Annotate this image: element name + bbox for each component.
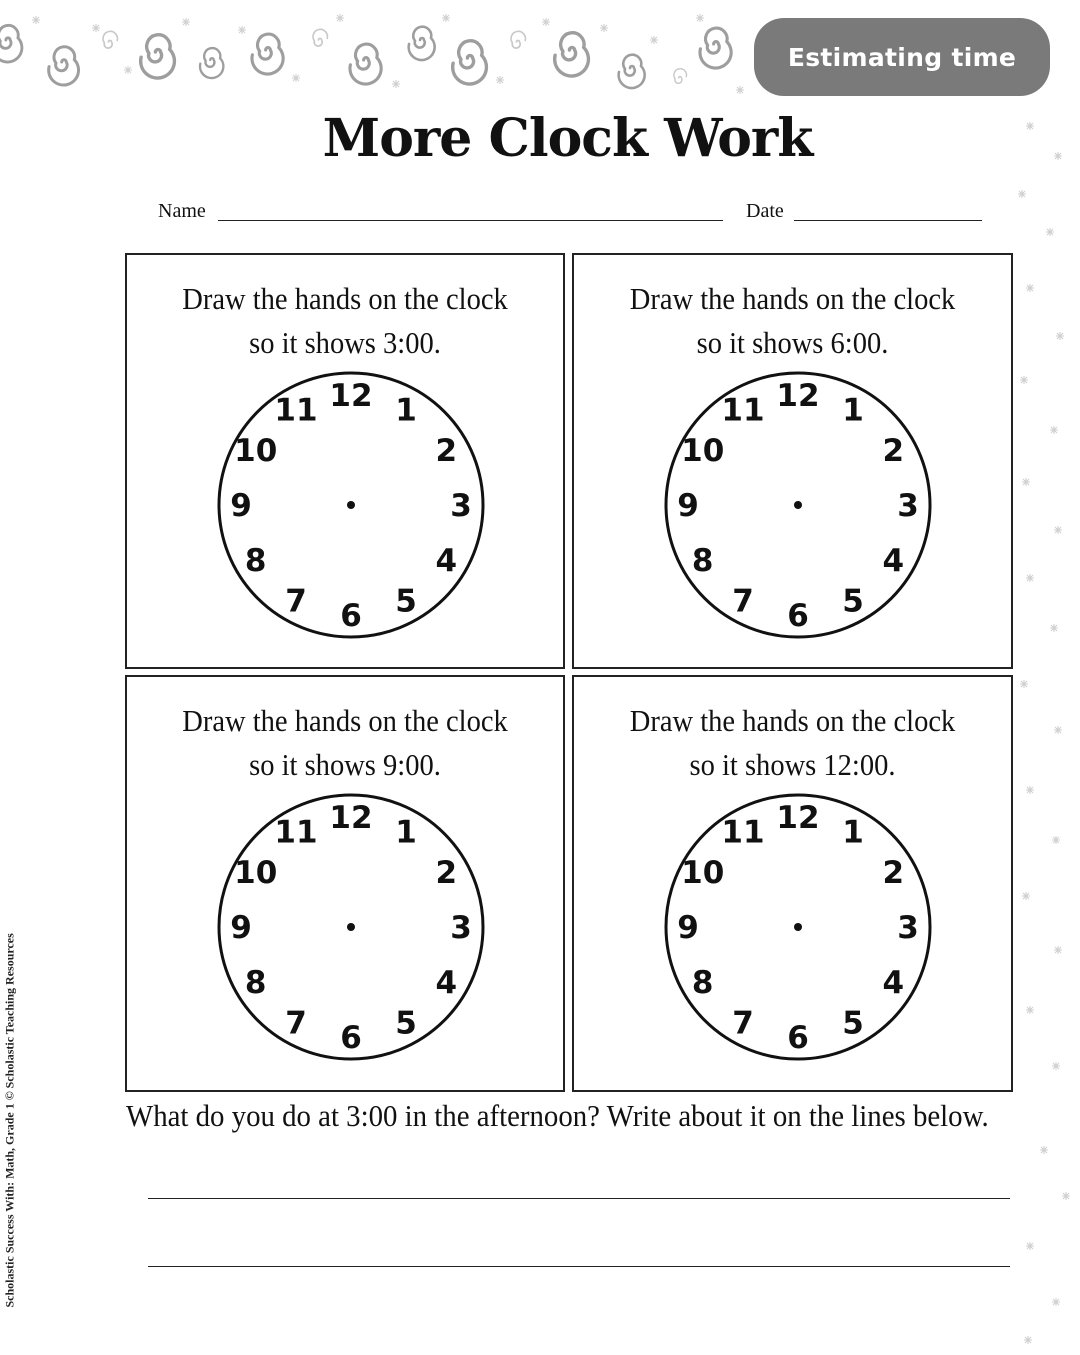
clock-numeral: 9 — [230, 488, 252, 524]
clock-numeral: 2 — [435, 855, 458, 891]
clock-numeral: 3 — [897, 910, 919, 946]
clock-numeral: 12 — [329, 378, 373, 414]
panel-instruction — [591, 277, 993, 365]
clock-panel — [572, 675, 1013, 1092]
clock-numeral: 7 — [732, 1005, 754, 1042]
date-label: Date — [746, 200, 784, 222]
name-field[interactable] — [218, 220, 723, 221]
clock-numeral: 6 — [340, 598, 362, 634]
clock-numeral: 5 — [395, 583, 417, 620]
clock-numeral: 6 — [787, 1020, 809, 1056]
clock-numeral: 1 — [842, 392, 864, 429]
clock-numeral: 7 — [285, 1005, 307, 1042]
instruction-line: Draw the hands on the clock — [182, 703, 508, 738]
answer-line[interactable] — [148, 1266, 1010, 1267]
blank-clock-face[interactable] — [215, 791, 491, 1067]
clock-numeral: 9 — [230, 910, 252, 946]
instruction-line: so it shows 9:00. — [249, 747, 441, 782]
clock-numeral: 4 — [882, 543, 905, 579]
clock-numeral: 11 — [274, 392, 318, 429]
clock-numeral: 2 — [882, 855, 905, 891]
clock-numeral: 8 — [691, 965, 714, 1001]
copyright-credit: Scholastic Success With: Math, Grade 1 © Scholastic Teaching Resources — [2, 933, 17, 1308]
clock-numeral: 3 — [897, 488, 919, 524]
clock-numeral: 12 — [329, 800, 373, 836]
clock-numeral: 10 — [681, 855, 725, 891]
instruction-line: Draw the hands on the clock — [629, 703, 956, 738]
writing-prompt: What do you do at 3:00 in the afternoon? Write about it on the lines below. — [126, 1098, 989, 1133]
instruction-line: so it shows 6:00. — [696, 325, 889, 360]
clock-numeral: 10 — [681, 433, 725, 469]
clock-numeral: 8 — [691, 543, 714, 579]
topic-tab-label: Estimating time — [787, 42, 1017, 72]
clock-numeral: 12 — [776, 378, 820, 414]
clock-numeral: 12 — [776, 800, 820, 836]
instruction-line: Draw the hands on the clock — [629, 281, 956, 316]
clock-numeral: 2 — [882, 433, 905, 469]
name-label: Name — [158, 200, 206, 222]
clock-numeral: 4 — [435, 965, 458, 1001]
clock-numeral: 5 — [395, 1005, 417, 1042]
clock-numeral: 6 — [340, 1020, 362, 1056]
instruction-line: so it shows 12:00. — [689, 747, 896, 782]
swirl-row — [0, 25, 731, 88]
panel-instruction — [144, 699, 545, 787]
clock-center-dot — [794, 923, 802, 931]
clock-numeral: 3 — [450, 488, 472, 524]
blank-clock-face[interactable] — [662, 369, 938, 645]
clock-numeral: 1 — [395, 814, 417, 851]
clock-numeral: 9 — [677, 910, 699, 946]
page-title: More Clock Work — [322, 108, 813, 169]
clock-center-dot — [794, 501, 802, 509]
clock-numeral: 5 — [842, 1005, 864, 1042]
date-field[interactable] — [794, 220, 982, 221]
clock-numeral: 8 — [244, 543, 267, 579]
panel-instruction — [144, 277, 545, 365]
clock-numeral: 11 — [721, 392, 765, 429]
instruction-line: so it shows 3:00. — [249, 325, 441, 360]
clock-numeral: 10 — [234, 855, 278, 891]
answer-line[interactable] — [148, 1198, 1010, 1199]
clock-numeral: 7 — [732, 583, 754, 620]
blank-clock-face[interactable] — [215, 369, 491, 645]
clock-numeral: 7 — [285, 583, 307, 620]
clock-panel — [125, 675, 565, 1092]
blank-clock-face[interactable] — [662, 791, 938, 1067]
clock-center-dot — [347, 923, 355, 931]
topic-tab — [754, 18, 1050, 96]
panel-instruction — [591, 699, 993, 787]
clock-numeral: 4 — [435, 543, 458, 579]
clock-numeral: 2 — [435, 433, 458, 469]
clock-numeral: 5 — [842, 583, 864, 620]
clock-numeral: 1 — [842, 814, 864, 851]
instruction-line: Draw the hands on the clock — [182, 281, 508, 316]
clock-center-dot — [347, 501, 355, 509]
clock-numeral: 11 — [721, 814, 765, 851]
clock-numeral: 10 — [234, 433, 278, 469]
clock-numeral: 4 — [882, 965, 905, 1001]
clock-panel — [572, 253, 1013, 669]
clock-numeral: 1 — [395, 392, 417, 429]
clock-numeral: 3 — [450, 910, 472, 946]
clock-numeral: 6 — [787, 598, 809, 634]
clock-numeral: 11 — [274, 814, 318, 851]
clock-numeral: 9 — [677, 488, 699, 524]
clock-numeral: 8 — [244, 965, 267, 1001]
clock-panel — [125, 253, 565, 669]
